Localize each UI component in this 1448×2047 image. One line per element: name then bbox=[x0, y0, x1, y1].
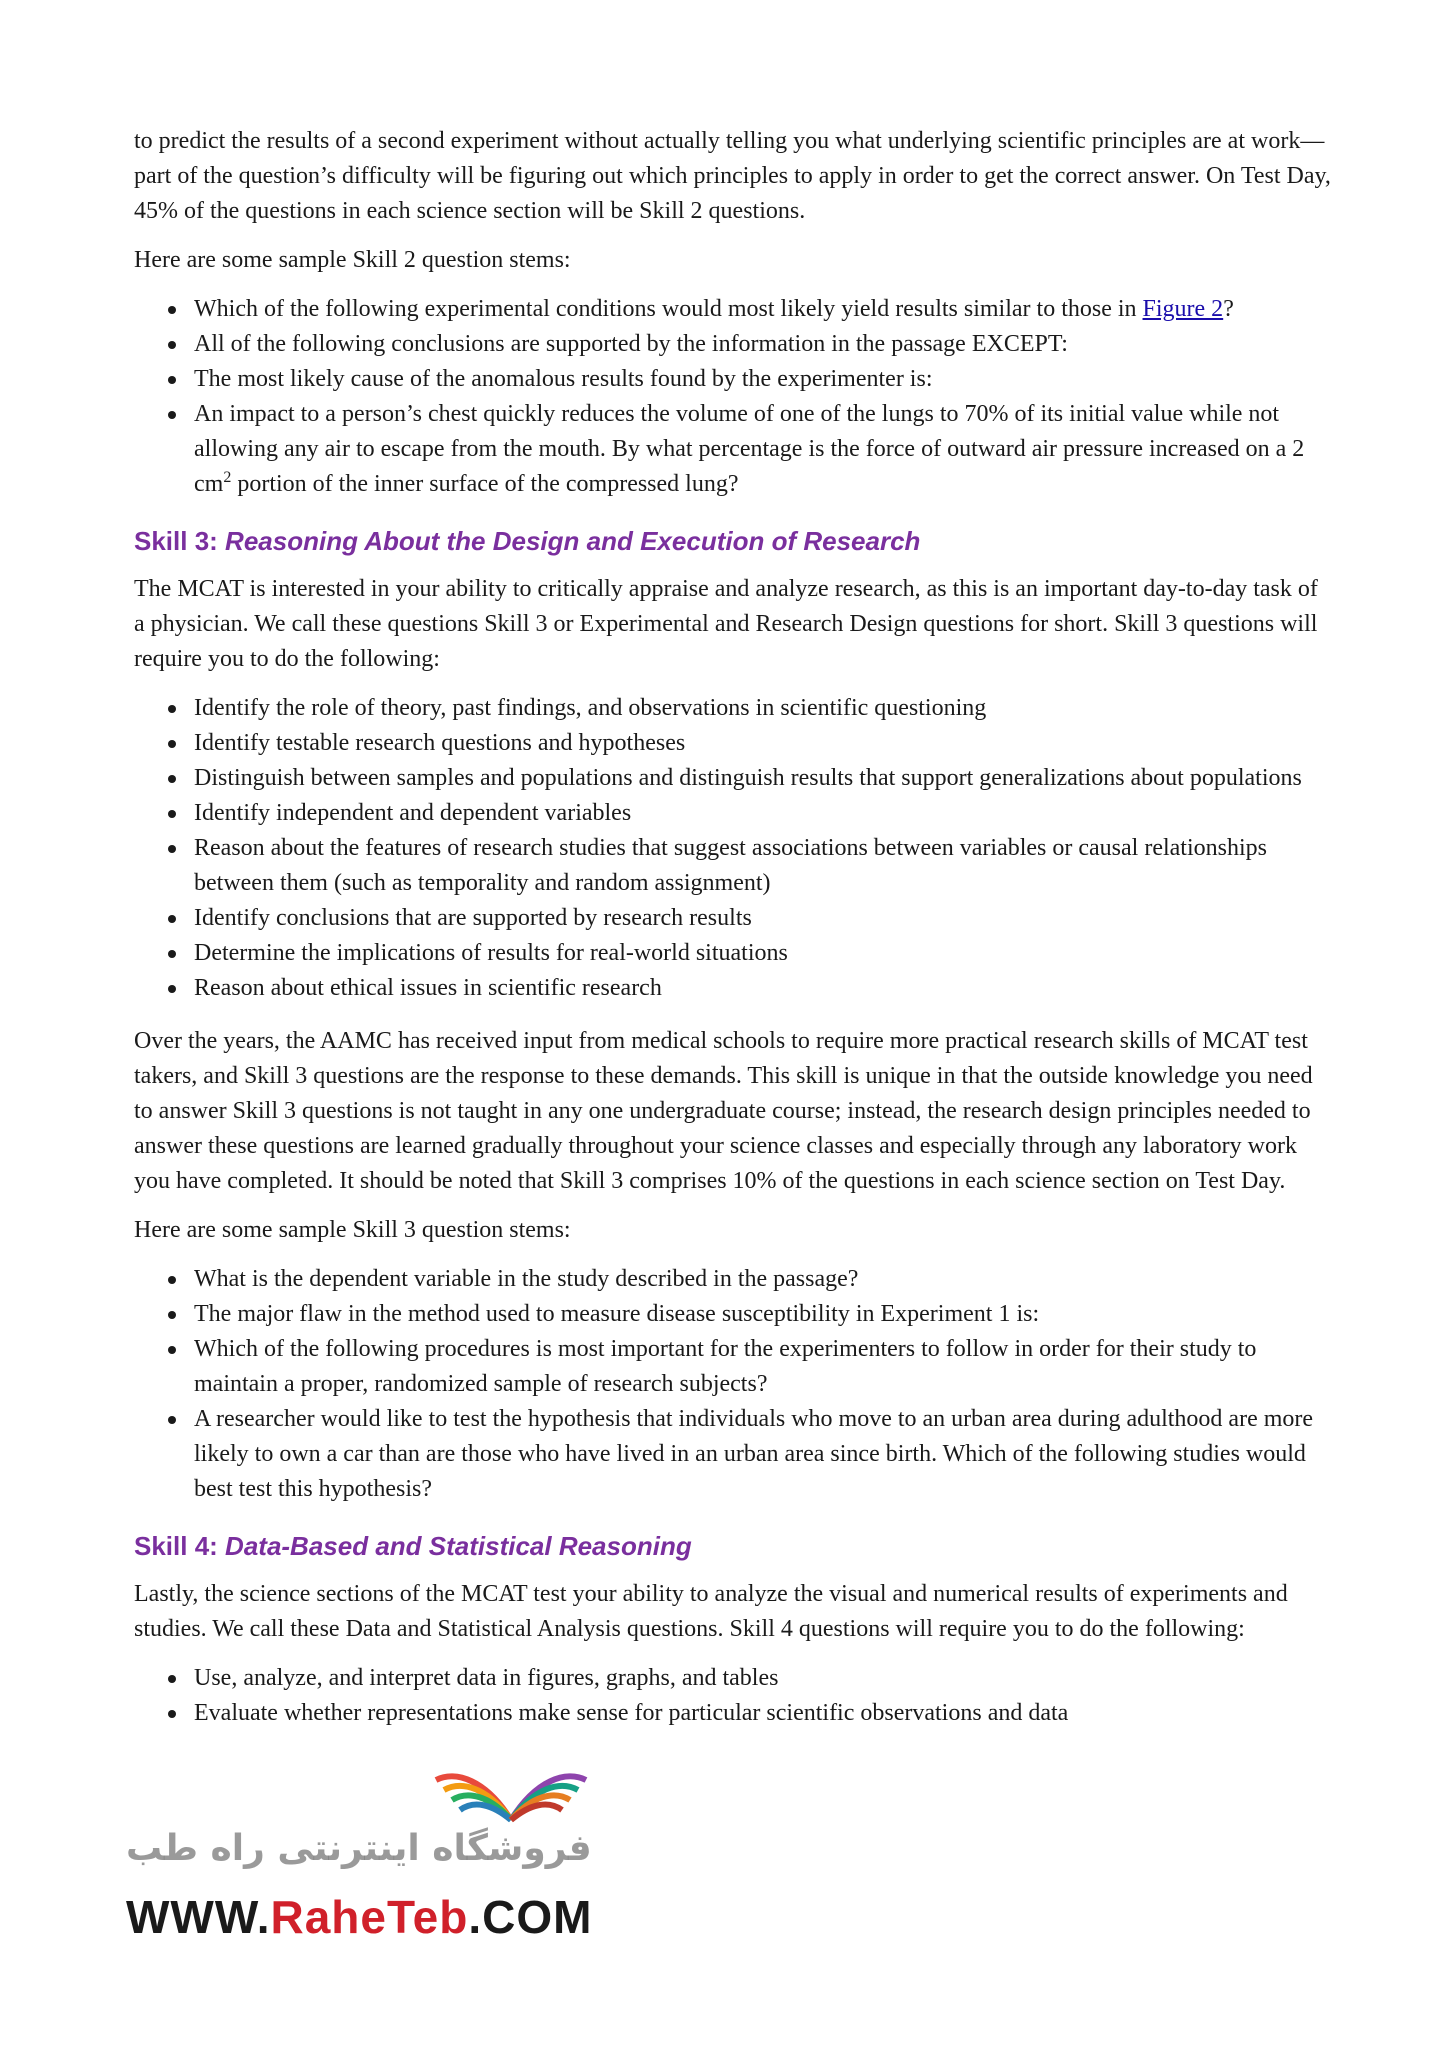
list-item: A researcher would like to test the hypothesis that individuals who move to an urban area during adulthood are more likely to own a car than are those who have lived in an urban area since birth. Which of the following studies would best test this hypothesis? bbox=[134, 1402, 1334, 1507]
list-item: Determine the implications of results for real-world situations bbox=[134, 936, 1334, 971]
list-item: The major flaw in the method used to measure disease susceptibility in Experiment 1 is: bbox=[134, 1297, 1334, 1332]
list-item: Identify testable research questions and hypotheses bbox=[134, 726, 1334, 761]
list-item: Identify independent and dependent variables bbox=[134, 796, 1334, 831]
list-item: Which of the following experimental conditions would most likely yield results similar to those in Figure 2? bbox=[134, 292, 1334, 327]
list-item: An impact to a person’s chest quickly reduces the volume of one of the lungs to 70% of its initial value while not allowing any air to escape from the mouth. By what percentage is the force of outward air pressure increased on a 2 $cm^2$ portion of the inner surface of the compressed lung? bbox=[134, 397, 1334, 502]
skill3-heading: Skill 3: Reasoning About the Design and Execution of Research bbox=[134, 526, 921, 556]
watermark-url: WWW.RaheTeb.COM bbox=[126, 1891, 593, 1943]
skill2-stems-intro: Here are some sample Skill 2 question stems: bbox=[134, 247, 571, 273]
list-item: Reason about ethical issues in scientific research bbox=[134, 971, 1334, 1006]
watermark-persian-text: فروشگاه اینترنتی راه طب bbox=[126, 1828, 592, 1869]
document-page bbox=[134, 124, 1334, 1749]
book-logo-icon bbox=[426, 1750, 596, 1830]
skill3-paragraph-1: The MCAT is interested in your ability to critically appraise and analyze research, as this is an important day-to-day task of a physician. We call these questions Skill 3 or Experimental and Research Design questions for short. Skill 3 questions will require you to do the following: bbox=[134, 576, 1318, 672]
list-item: Which of the following procedures is most important for the experimenters to follow in order for their study to maintain a proper, randomized sample of research subjects? bbox=[134, 1332, 1334, 1402]
skill4-paragraph-1: Lastly, the science sections of the MCAT test your ability to analyze the visual and numerical results of experiments and studies. We call these Data and Statistical Analysis questions. Skill 4 questions will require you to do the following: bbox=[134, 1581, 1288, 1642]
list-item: Reason about the features of research studies that suggest associations between variables or causal relationships between them (such as temporality and random assignment) bbox=[134, 831, 1334, 901]
list-item: All of the following conclusions are supported by the information in the passage EXCEPT: bbox=[134, 327, 1334, 362]
watermark bbox=[126, 1750, 646, 1950]
list-item: Use, analyze, and interpret data in figures, graphs, and tables bbox=[134, 1661, 1334, 1696]
skill2-stems-list bbox=[134, 292, 1334, 502]
skill3-paragraph-2: Over the years, the AAMC has received input from medical schools to require more practical research skills of MCAT test takers, and Skill 3 questions are the response to these demands. This skill is unique in that the outside knowledge you need to answer Skill 3 questions is not taught in any one undergraduate course; instead, the research design principles needed to answer these questions are learned gradually throughout your science classes and especially through any laboratory work you have completed. It should be noted that Skill 3 comprises 10% of the questions in each science section on Test Day. bbox=[134, 1028, 1313, 1194]
skill4-heading: Skill 4: Data-Based and Statistical Reasoning bbox=[134, 1531, 692, 1561]
skill4-requirements-list bbox=[134, 1661, 1334, 1731]
list-item: Identify the role of theory, past findings, and observations in scientific questioning bbox=[134, 691, 1334, 726]
figure-2-link[interactable]: Figure 2 bbox=[1142, 296, 1224, 322]
skill3-stems-list bbox=[134, 1262, 1334, 1507]
list-item: Distinguish between samples and populations and distinguish results that support generalizations about populations bbox=[134, 761, 1334, 796]
list-item: Identify conclusions that are supported by research results bbox=[134, 901, 1334, 936]
intro-paragraph: to predict the results of a second experiment without actually telling you what underlying scientific principles are at work—part of the question’s difficulty will be figuring out which principles to apply in order to get the correct answer. On Test Day, 45% of the questions in each science section will be Skill 2 questions. bbox=[134, 128, 1331, 224]
list-item: What is the dependent variable in the study described in the passage? bbox=[134, 1262, 1334, 1297]
skill3-stems-intro: Here are some sample Skill 3 question stems: bbox=[134, 1217, 571, 1243]
list-item: Evaluate whether representations make sense for particular scientific observations and data bbox=[134, 1696, 1334, 1731]
skill3-requirements-list bbox=[134, 691, 1334, 1006]
list-item: The most likely cause of the anomalous results found by the experimenter is: bbox=[134, 362, 1334, 397]
